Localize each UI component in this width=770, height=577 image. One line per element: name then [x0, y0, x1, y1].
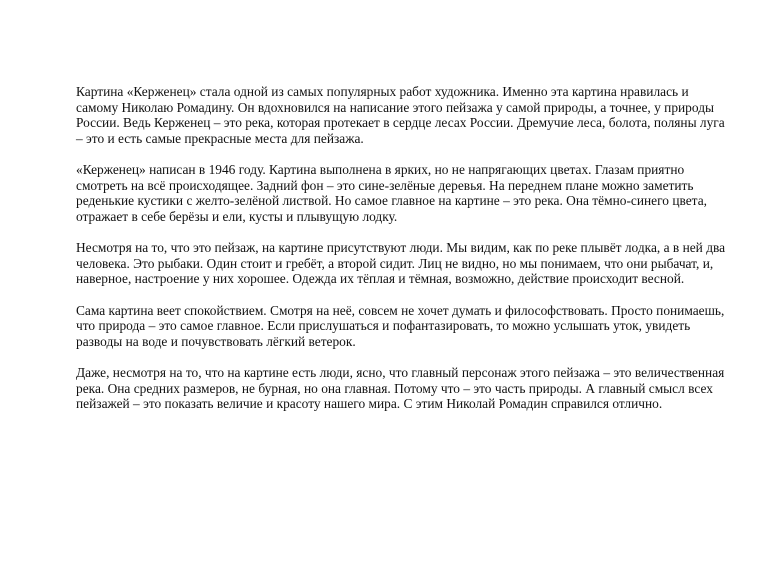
paragraph-5: Даже, несмотря на то, что на картине есть люди, ясно, что главный персонаж этого пейзажа – это величественная река. Она средних размеров, не бурная, но она главная. Потому что – это часть природы. А главный смысл всех пейзажей – это показать величие и красоту нашего мира. С этим Николай Ромадин справился отлично. — [76, 365, 725, 411]
paragraph-1: Картина «Керженец» стала одной из самых популярных работ художника. Именно эта картина нравилась и самому Николаю Ромадину. Он вдохновился на написание этого пейзажа у самой природы, а точнее, у природы России. Ведь Керженец – это река, которая протекает в сердце лесах России. Дремучие леса, болота, поляны луга – это и есть самые прекрасные места для пейзажа. — [76, 84, 725, 146]
paragraph-4: Сама картина веет спокойствием. Смотря на неё, совсем не хочет думать и философствовать. Просто понимаешь, что природа – это самое главное. Если прислушаться и пофантазировать, то можно услышать уток, увидеть разводы на воде и почувствовать лёгкий ветерок. — [76, 302, 725, 349]
paragraph-3: Несмотря на то, что это пейзаж, на картине присутствуют люди. Мы видим, как по реке плывёт лодка, а в ней два человека. Это рыбаки. Один стоит и гребёт, а второй сидит. Лиц не видно, но мы понимаем, что они рыбачат, и, наверное, настроение у них хорошее. Одежда их тёплая и тёмная, возможно, действие происходит весной. — [76, 240, 726, 286]
essay-text — [76, 84, 726, 428]
paragraph-2: «Керженец» написан в 1946 году. Картина выполнена в ярких, но не напрягающих цветах. Глазам приятно смотреть на всё происходящее. Задний фон – это сине-зелёные деревья. На переднем плане можно заметить реденькие кустики с желто-зелёной листвой. Но самое главное на картине – это река. Она тёмно-синего цвета, отражает в себе берёзы и ели, кусты и плывущую лодку. — [76, 162, 707, 224]
